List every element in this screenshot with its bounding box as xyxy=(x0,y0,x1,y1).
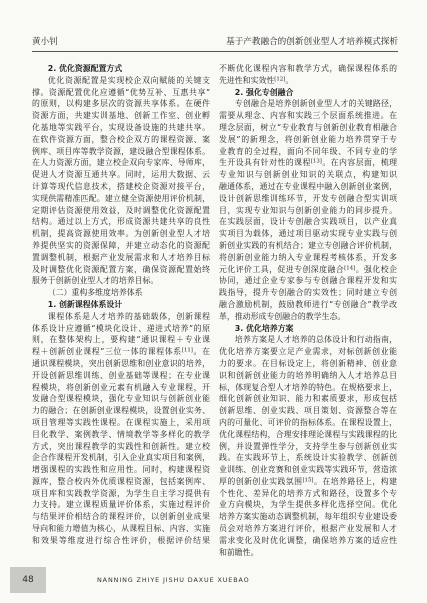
text-line: 需求变化及时优化调整，确保培养方案的适应性 xyxy=(219,535,397,545)
text-line: 例库、项目库等教学资源，建设融合型课程体系。 xyxy=(32,146,210,156)
text-line: 识和创新创业能力的培养明确纳入人才培养总目 xyxy=(219,370,397,380)
paragraph xyxy=(219,334,397,558)
text-line: 例，并设置弹性学分，支持学生参与创新创业实 xyxy=(219,441,397,451)
text-line: 置调整机制，根据产业发展需求和人才培养目标 xyxy=(32,252,210,262)
citation-marker: [12] xyxy=(274,76,286,83)
text-line: 厚的创新创业实践氛围[15]。在培养路径上，构建 xyxy=(219,476,397,486)
text-line: 计算等现代信息技术，搭建校企资源对接平台， xyxy=(32,181,210,191)
text-line: 和前瞻性。 xyxy=(219,547,259,557)
text-line: 实现供需精准匹配。建立健全资源使用评价机制， xyxy=(32,193,210,203)
text-line: 力的融合；在创新创业课程模块，设置创业实务、 xyxy=(32,406,210,416)
header-author: 黄小钊 xyxy=(32,37,58,47)
page-number-tab xyxy=(10,567,46,593)
text-line: 企合作课程开发机制，引入企业真实项目和案例， xyxy=(32,453,210,463)
text-line: 个性化、差异化的培养方式和路径，设置多个专 xyxy=(219,488,397,498)
text-line: 机制，提高资源使用效率。为创新创业型人才培 xyxy=(32,229,210,239)
text-line: 养提供坚实的资源保障，并建立动态化的资源配 xyxy=(32,240,210,250)
text-line: 需要从理念、内容和实践三个层面系统推进。在 xyxy=(219,111,397,121)
text-line: 项目管理等实践性课程。在课程实施上，采用项 xyxy=(32,417,210,427)
text-line: 在实践层面，设计专创融合实践项目，以产业真 xyxy=(219,217,397,227)
text-line: 融通体系，通过在专业课程中融入创新创业案例， xyxy=(219,181,397,191)
text-line: 优化课程结构，合理安排理论课程与实践课程的比 xyxy=(219,429,397,439)
text-column-left xyxy=(32,63,210,547)
text-line: 理念层面，树立“专业教育与创新创业教育相融合 xyxy=(219,122,397,132)
text-line: 新创业实践的有机结合；建立专创融合评价机制， xyxy=(219,240,397,250)
text-line: 化基地等实践平台，实现设备设施的共建共享。 xyxy=(32,122,210,132)
text-line: 在软件资源方面，整合校企双方的课程资源、案 xyxy=(32,134,210,144)
text-line: 不断优化课程内容和教学方式，确保课程体系的 xyxy=(219,64,397,73)
paragraph xyxy=(219,98,397,322)
subsection-heading: 3. 优化培养方案 xyxy=(234,323,294,333)
text-line: 体系设计应遵循“模块化设计、递进式培养”的原 xyxy=(32,323,210,333)
text-line: 专业知识与创新创业知识的关联点，构建知识 xyxy=(219,170,397,180)
text-line: 程＋创新创业课程”三位一体的课程体系[11]。在 xyxy=(32,347,210,357)
text-line: 和效果等维度进行综合性评价，根据评价结果 xyxy=(32,535,210,545)
text-line: 先进性和实效性[12]。 xyxy=(219,75,294,85)
text-line: 力的要求。在目标设定上，将创新精神、创业意 xyxy=(219,358,397,368)
text-line: 内的可量化、可评价的指标体系。在课程设置上， xyxy=(219,417,397,427)
page-number: 48 xyxy=(22,575,34,585)
text-line: 协同，通过企业专家参与专创融合课程开发和实 xyxy=(219,276,397,286)
journal-name: NANNING ZHIYE JISHU DAXUE XUEBAO xyxy=(97,576,250,584)
text-line: 践。在实践环节上，系统设计实验教学、创新创 xyxy=(219,453,397,463)
citation-marker: [11] xyxy=(181,347,193,354)
paragraph xyxy=(32,75,210,287)
text-line: 元化评价工具，促进专创深度融合[14]。强化校企 xyxy=(219,264,397,274)
text-line: 革，推动形成专创融合的教学生态。 xyxy=(219,311,346,321)
subsection-heading: 2. 优化资源配置方式 xyxy=(47,64,123,73)
subsection-heading: 2. 强化专创融合 xyxy=(234,87,294,97)
text-line: 创新思维、创业实践、项目策划、资源整合等在 xyxy=(219,406,397,416)
text-line: 项目库和实践教学资源，为学生自主学习提供有 xyxy=(32,488,210,498)
text-line: 优化培养方案要立足产业需求，对标创新创业能 xyxy=(219,347,397,357)
text-line: 促进人才资源互通共享。同时，运用大数据、云 xyxy=(32,170,210,180)
text-line: 融合激励机制，鼓励教师进行“专创融合”教学改 xyxy=(219,299,397,309)
header-article-title: 基于产教融合的创新创业型人才培养模式探析 xyxy=(226,37,398,47)
text-line: 专创融合是培养创新创业型人才的关键路径， xyxy=(234,99,397,109)
citation-marker: [13] xyxy=(310,158,322,165)
paragraph xyxy=(32,311,210,547)
text-line: 业教育的全过程，面向不同年级、不同专业的学 xyxy=(219,146,397,156)
text-line: 实项目为载体，通过项目驱动实现专业实践与创 xyxy=(219,229,397,239)
text-line: 方式，突出课程教学的实践性和创新性。建立校 xyxy=(32,441,210,451)
text-column-right xyxy=(219,63,397,558)
text-line: 程模块，将创新创业元素有机融入专业课程，开 xyxy=(32,382,210,392)
text-line: 的原则，以构建多层次的资源共享体系。在硬件 xyxy=(32,99,210,109)
text-line: 发展”的新理念，将创新创业能力培养贯穿于专 xyxy=(219,134,397,144)
text-line: 撑。资源配置优化应遵循“优势互补、互惠共享” xyxy=(32,87,210,97)
text-line: 生开设具有针对性的课程[13]。在内容层面，梳理 xyxy=(219,158,397,168)
paragraph xyxy=(219,63,397,87)
text-line: 导向和能力增值为核心，从课程目标、内容、实施 xyxy=(32,524,210,534)
text-line: 力支持。建立课程质量评价体系，实施过程评价 xyxy=(32,500,210,510)
text-line: 业训练、创业竞赛和创业实践等实践环节，营造浓 xyxy=(219,465,397,475)
text-line: 与结果评价相结合的课程评价，以创新创业成果 xyxy=(32,512,210,522)
text-line: 通识课程模块，突出创新思维和创业意识的培养， xyxy=(32,358,210,368)
text-line: 开设创新思维训练、创业基础等课程；在专业课 xyxy=(32,370,210,380)
text-line: 优化资源配置是实现校企双向赋能的关键支 xyxy=(47,75,210,85)
text-line: 发融合型课程模块，强化专业知识与创新创业能 xyxy=(32,394,210,404)
text-line: 设计创新思维训练环节，开发专创融合型实训项 xyxy=(219,193,397,203)
text-line: 标，体现复合型人才培养的特色。在规格要求上， xyxy=(219,382,397,392)
text-line: 目，实现专业知识与创新创业能力的同步提升。 xyxy=(219,205,397,215)
section-heading: （二）重构多维度培养体系 xyxy=(47,288,143,298)
text-line: 则，在整体架构上，要构建“通识课程＋专业课 xyxy=(32,335,210,345)
text-line: 员会对培养方案进行评价，根据产业发展和人才 xyxy=(219,524,397,534)
text-line: 细化创新创业知识、能力和素质要求，形成包括 xyxy=(219,394,397,404)
text-line: 资源方面，共建实训基地、创新工作室、创业孵 xyxy=(32,111,210,121)
text-line: 将创新创业能力纳入专业课程考核体系，开发多 xyxy=(219,252,397,262)
text-line: 业方向模块，为学生提供多样化选择空间。优化 xyxy=(219,500,397,510)
text-line: 培养方案是人才培养的总体设计和行动指南， xyxy=(234,335,397,345)
text-line: 在人力资源方面，建立校企双向专家库、导师库， xyxy=(32,158,210,168)
text-line: 源库，整合校内外优质课程资源，包括案例库、 xyxy=(32,476,210,486)
citation-marker: [14] xyxy=(344,264,356,271)
text-line: 结构。通过以上方式，形成资源共建共享的良性 xyxy=(32,217,210,227)
text-line: 目化教学、案例教学、情境教学等多样化的教学 xyxy=(32,429,210,439)
text-line: 增强课程的实践性和应用性。同时，构建课程资 xyxy=(32,465,210,475)
text-line: 及时调整优化资源配置方案，确保资源配置始终 xyxy=(32,264,210,274)
subsection-heading: 1. 创新课程体系设计 xyxy=(47,299,123,309)
text-line: 培养方案实施动态调整机制，每年组织专业建设委 xyxy=(219,512,397,522)
text-line: 定期评估资源使用效益，及时调整优化资源配置 xyxy=(32,205,210,215)
text-line: 课程体系是人才培养的基础载体，创新课程 xyxy=(47,311,210,321)
page-header xyxy=(32,37,398,52)
citation-marker: [15] xyxy=(302,477,314,484)
text-line: 践指导，提升专创融合的实效性；同时建立专创 xyxy=(219,288,397,298)
text-line: 服务于创新创业型人才的培养目标。 xyxy=(32,276,159,286)
